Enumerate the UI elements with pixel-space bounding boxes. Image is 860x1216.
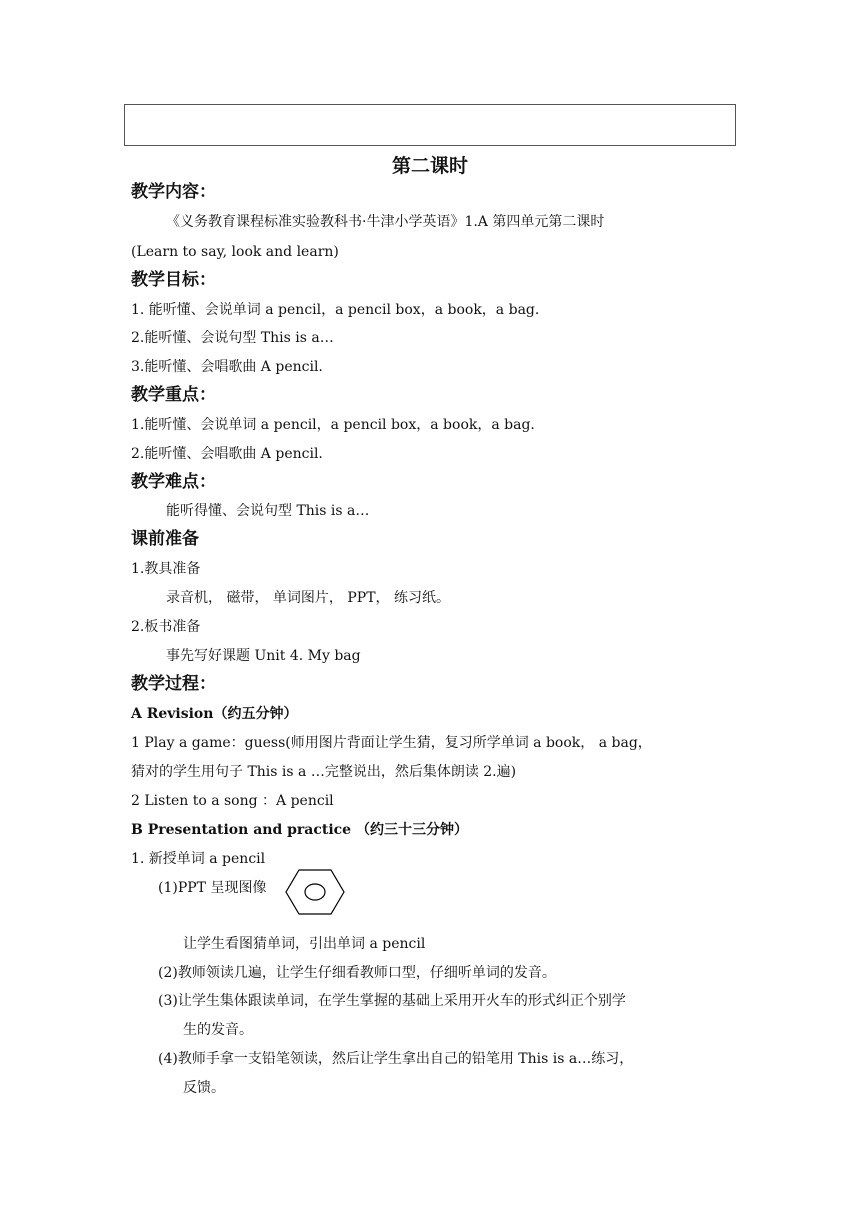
b-step-4-line-2: 反馈。 xyxy=(183,1080,225,1096)
objectives-heading: 教学目标： xyxy=(131,270,216,290)
preparation-heading: 课前准备 xyxy=(131,529,199,549)
b-step-4-line-1: (4)教师手拿一支铅笔领读，然后让学生拿出自己的铅笔用 This is a…练习， xyxy=(158,1051,634,1067)
difficulties-heading: 教学难点： xyxy=(131,472,216,492)
objective-item-3: 3.能听懂、会唱歌曲 A pencil. xyxy=(131,359,323,375)
header-box xyxy=(124,104,736,146)
page-title: 第二课时 xyxy=(391,155,468,177)
a-item-1-line-1: 1 Play a game：guess(师用图片背面让学生猜，复习所学单词 a book， a bag， xyxy=(131,735,652,751)
prep-item-2: 2.板书准备 xyxy=(131,619,201,635)
section-b-heading: B Presentation and practice （约三十三分钟） xyxy=(131,822,468,838)
b-step-1-detail: 让学生看图猜单词，引出单词 a pencil xyxy=(183,936,426,952)
prep-item-1-detail: 录音机， 磁带， 单词图片， PPT， 练习纸。 xyxy=(166,590,450,606)
pencil-cross-section-icon xyxy=(285,869,345,915)
objective-item-2: 2.能听懂、会说句型 This is a… xyxy=(131,330,334,346)
b-step-2: (2)教师领读几遍，让学生仔细看教师口型，仔细听单词的发音。 xyxy=(158,965,556,981)
a-item-2: 2 Listen to a song ：A pencil xyxy=(131,793,334,809)
a-item-1-line-2: 猜对的学生用句子 This is a …完整说出，然后集体朗读 2.遍) xyxy=(131,764,517,780)
b-step-3-line-1: (3)让学生集体跟读单词，在学生掌握的基础上采用开火车的形式纠正个别学 xyxy=(158,993,626,1009)
prep-item-2-detail: 事先写好课题 Unit 4. My bag xyxy=(166,648,361,664)
b-item-1: 1. 新授单词 a pencil xyxy=(131,851,266,867)
prep-item-1: 1.教具准备 xyxy=(131,561,201,577)
key-point-item-1: 1.能听懂、会说单词 a pencil，a pencil box，a book，a bag. xyxy=(131,417,535,433)
content-heading: 教学内容： xyxy=(131,182,216,202)
b-step-1: (1)PPT 呈现图像 xyxy=(158,880,267,896)
content-line-2: (Learn to say, look and learn) xyxy=(131,244,339,260)
key-points-heading: 教学重点： xyxy=(131,385,216,405)
objective-item-1: 1. 能听懂、会说单词 a pencil，a pencil box，a book，a bag. xyxy=(131,302,540,318)
key-point-item-2: 2.能听懂、会唱歌曲 A pencil. xyxy=(131,446,323,462)
content-line-1: 《义务教育课程标准实验教科书·牛津小学英语》1.A 第四单元第二课时 xyxy=(166,214,605,230)
difficulty-text: 能听得懂、会说句型 This is a… xyxy=(166,503,370,519)
b-step-3-line-2: 生的发音。 xyxy=(183,1022,253,1038)
section-a-heading: A Revision（约五分钟） xyxy=(131,706,298,722)
process-heading: 教学过程： xyxy=(131,674,216,694)
